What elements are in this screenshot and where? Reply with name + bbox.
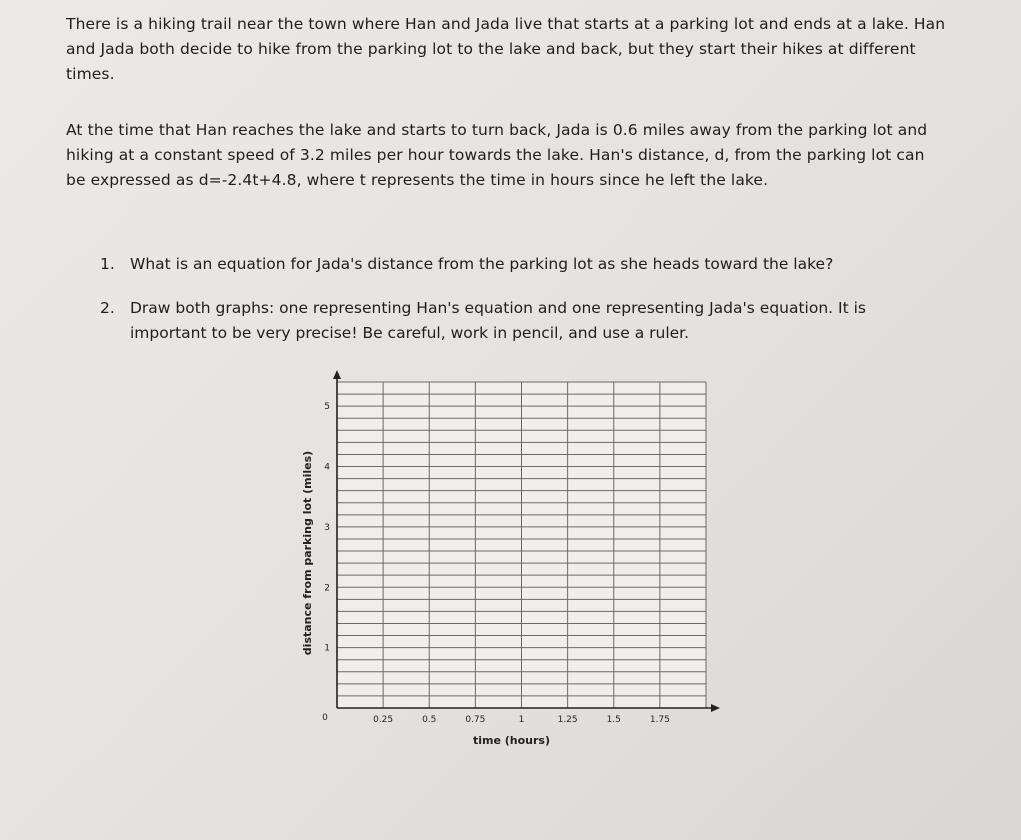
question-1-text: What is an equation for Jada's distance from the parking lot as she heads toward the lake? (130, 255, 834, 273)
y-tick-label: 4 (324, 462, 330, 473)
y-tick-label: 1 (324, 643, 330, 654)
distance-time-graph (290, 370, 730, 760)
y-axis-arrow (333, 370, 341, 379)
x-tick-label: 1.75 (649, 715, 670, 725)
x-tick-label: 1 (518, 715, 525, 725)
x-tick-label: 1.25 (557, 715, 578, 725)
y-axis-title: distance from parking lot (miles) (301, 450, 314, 656)
graph-svg (290, 370, 730, 760)
question-2-number: 2. (100, 299, 115, 317)
x-axis-arrow (711, 704, 720, 712)
intro-paragraph-1: There is a hiking trail near the town where Han and Jada live that starts at a parking lot and ends at a lake. Han and Jada both decide to hike from the parking lot to the lake and back, but they start their hikes at different times. (66, 15, 946, 83)
x-axis-title: time (hours) (472, 734, 551, 747)
x-tick-label: 0.25 (373, 715, 394, 725)
y-tick-label: 5 (324, 402, 330, 413)
x-tick-label: 0.75 (465, 715, 486, 725)
question-1-number: 1. (100, 255, 115, 273)
intro-paragraph-2: At the time that Han reaches the lake and starts to turn back, Jada is 0.6 miles away from the parking lot and hiking at a constant speed of 3.2 miles per hour towards the lake. Han's distance, d, from the parking lot can be expressed as d=-2.4t+4.8, where t represents the time in hours since he left the lake. (66, 121, 928, 189)
origin-label: 0 (322, 713, 328, 723)
question-2-text: Draw both graphs: one representing Han's equation and one representing Jada's equation. It is important to be very precise! Be careful, work in pencil, and use a ruler. (130, 299, 866, 342)
x-tick-label: 0.5 (422, 715, 437, 725)
x-tick-label: 1.5 (606, 715, 621, 725)
y-tick-label: 2 (324, 583, 330, 594)
y-tick-label: 3 (324, 522, 330, 533)
